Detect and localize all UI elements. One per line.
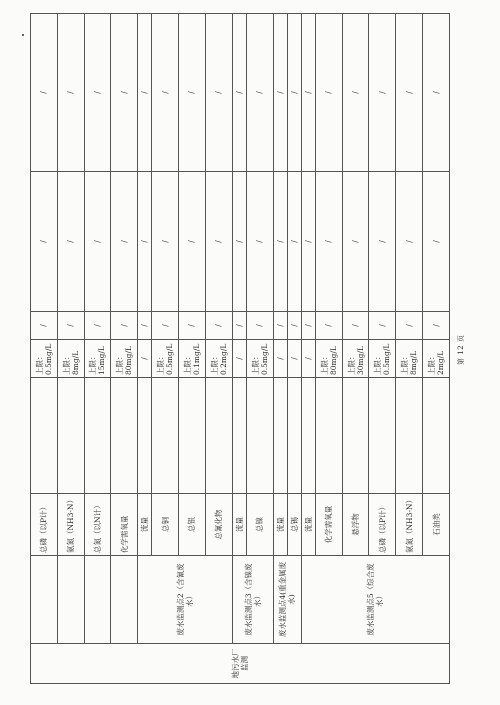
value-cell: [232, 14, 246, 172]
point-cell: [301, 556, 449, 644]
value-label: /: [303, 240, 313, 243]
value-cell: [369, 172, 396, 312]
limit-cell: [138, 340, 152, 378]
value-label: /: [39, 324, 49, 327]
value-label: /: [255, 91, 265, 94]
item-label: 总锡: [289, 517, 299, 532]
blank-cell: [57, 378, 84, 494]
value-label: /: [275, 240, 285, 243]
value-label: /: [255, 240, 265, 243]
item-label: 氨氮（NH3-N）: [404, 496, 414, 553]
item-cell: [57, 494, 84, 556]
item-label: 总铜: [160, 517, 170, 532]
value-label: /: [39, 91, 49, 94]
limit-label: 上限：80mg/L: [319, 346, 338, 375]
value-label: /: [140, 324, 150, 327]
blank-cell: [111, 378, 138, 494]
value-cell: [84, 312, 111, 340]
item-cell: [138, 494, 152, 556]
blank-cell: [273, 378, 287, 494]
value-label: /: [275, 324, 285, 327]
limit-label: 上限：0.5mg/L: [250, 343, 269, 375]
value-label: /: [351, 91, 361, 94]
blank-cell: [342, 378, 369, 494]
limit-label: /: [289, 357, 299, 360]
item-label: 总镍: [255, 517, 265, 532]
value-label: /: [92, 240, 102, 243]
limit-label: 上限：2mg/L: [427, 350, 446, 375]
value-cell: [273, 172, 287, 312]
limit-cell: [57, 340, 84, 378]
value-label: /: [187, 240, 197, 243]
item-label: 总银: [187, 517, 197, 532]
value-cell: [31, 14, 58, 172]
item-label: 氨氮（NH3-N）: [66, 496, 76, 553]
point-cell: [84, 556, 111, 644]
value-cell: [423, 312, 450, 340]
item-label: 流量: [234, 517, 244, 532]
value-cell: [179, 14, 206, 172]
item-cell: [31, 494, 58, 556]
item-cell: [111, 494, 138, 556]
value-label: /: [289, 324, 299, 327]
value-label: /: [377, 324, 387, 327]
value-cell: [31, 312, 58, 340]
value-label: /: [275, 91, 285, 94]
value-cell: [301, 172, 315, 312]
category-cell: [31, 644, 450, 684]
value-label: /: [351, 324, 361, 327]
monitoring-point-label: 废水监测点3（含镍废水）: [243, 563, 262, 636]
value-label: /: [234, 91, 244, 94]
limit-label: 上限：8mg/L: [61, 350, 80, 375]
value-label: /: [234, 324, 244, 327]
value-cell: [423, 172, 450, 312]
value-cell: [205, 312, 232, 340]
limit-cell: [111, 340, 138, 378]
item-cell: [205, 494, 232, 556]
value-cell: [205, 14, 232, 172]
value-cell: [152, 172, 179, 312]
item-label: 化学需氧量: [324, 505, 334, 544]
value-label: /: [214, 324, 224, 327]
point-cell: [273, 556, 301, 644]
value-label: /: [324, 91, 334, 94]
point-cell: [232, 556, 273, 644]
value-cell: [369, 312, 396, 340]
item-cell: [287, 494, 301, 556]
value-label: /: [234, 240, 244, 243]
item-label: 流量: [275, 517, 285, 532]
value-label: /: [377, 240, 387, 243]
blank-cell: [246, 378, 273, 494]
blank-cell: [369, 378, 396, 494]
value-cell: [342, 14, 369, 172]
limit-cell: [315, 340, 342, 378]
item-cell: [396, 494, 423, 556]
monitoring-point-label: 废水监测点2（含氰废水）: [175, 563, 194, 636]
limit-label: 上限：80mg/L: [115, 346, 134, 375]
blank-cell: [315, 378, 342, 494]
value-label: /: [255, 324, 265, 327]
item-label: 总磷（以P计）: [377, 502, 387, 553]
blank-cell: [396, 378, 423, 494]
value-cell: [31, 172, 58, 312]
point-cell: [31, 556, 58, 644]
blank-cell: [232, 378, 246, 494]
item-label: 悬浮物: [351, 513, 361, 536]
value-cell: [301, 14, 315, 172]
value-cell: [179, 312, 206, 340]
item-cell: [315, 494, 342, 556]
limit-label: 上限：8mg/L: [400, 350, 419, 375]
limit-label: 上限：0.1mg/L: [182, 343, 201, 375]
value-label: /: [160, 324, 170, 327]
limit-cell: [232, 340, 246, 378]
item-cell: [179, 494, 206, 556]
value-cell: [287, 312, 301, 340]
limit-cell: [31, 340, 58, 378]
value-label: /: [160, 240, 170, 243]
value-label: /: [303, 324, 313, 327]
value-cell: [57, 312, 84, 340]
blank-cell: [31, 378, 58, 494]
value-label: /: [66, 91, 76, 94]
value-cell: [111, 172, 138, 312]
value-cell: [232, 172, 246, 312]
blank-cell: [179, 378, 206, 494]
value-label: /: [214, 91, 224, 94]
item-cell: [232, 494, 246, 556]
limit-label: /: [275, 357, 285, 360]
limit-cell: [246, 340, 273, 378]
value-label: /: [92, 324, 102, 327]
value-cell: [152, 312, 179, 340]
value-cell: [57, 172, 84, 312]
value-cell: [342, 172, 369, 312]
value-cell: [246, 312, 273, 340]
page-number: 第 12 页: [457, 334, 465, 365]
value-label: /: [214, 240, 224, 243]
value-cell: [287, 172, 301, 312]
value-label: /: [39, 240, 49, 243]
item-cell: [369, 494, 396, 556]
value-label: /: [119, 91, 129, 94]
value-cell: [179, 172, 206, 312]
limit-cell: [205, 340, 232, 378]
value-label: /: [119, 324, 129, 327]
scan-speck: [22, 34, 24, 36]
value-label: /: [187, 91, 197, 94]
value-label: /: [187, 324, 197, 327]
blank-cell: [84, 378, 111, 494]
value-cell: [111, 14, 138, 172]
item-label: 流量: [140, 517, 150, 532]
limit-label: 上限：15mg/L: [88, 346, 107, 375]
limit-cell: [179, 340, 206, 378]
limit-label: /: [140, 357, 150, 360]
monitoring-point-label: 废水监测点5（综合废水）: [366, 563, 385, 636]
monitoring-table: [30, 13, 450, 684]
limit-cell: [84, 340, 111, 378]
item-label: 总氰化物: [214, 509, 224, 540]
value-cell: [315, 172, 342, 312]
limit-cell: [273, 340, 287, 378]
value-cell: [315, 312, 342, 340]
limit-cell: [423, 340, 450, 378]
value-label: /: [66, 240, 76, 243]
value-label: /: [431, 240, 441, 243]
item-label: 石油类: [431, 513, 441, 536]
item-cell: [273, 494, 287, 556]
value-cell: [57, 14, 84, 172]
limit-cell: [342, 340, 369, 378]
limit-label: 上限：0.5mg/L: [34, 343, 53, 375]
item-label: 总氮（以N计）: [92, 501, 102, 553]
item-label: 化学需氧量: [119, 515, 129, 553]
value-label: /: [404, 91, 414, 94]
blank-cell: [287, 378, 301, 494]
value-cell: [287, 14, 301, 172]
value-label: /: [140, 240, 150, 243]
value-cell: [246, 172, 273, 312]
blank-cell: [423, 378, 450, 494]
value-cell: [205, 172, 232, 312]
limit-label: /: [303, 357, 313, 360]
value-cell: [111, 312, 138, 340]
item-cell: [246, 494, 273, 556]
value-cell: [396, 14, 423, 172]
value-cell: [315, 14, 342, 172]
limit-cell: [396, 340, 423, 378]
value-label: /: [119, 240, 129, 243]
item-label: 总磷（以P计）: [39, 502, 49, 553]
value-cell: [232, 312, 246, 340]
item-cell: [152, 494, 179, 556]
blank-cell: [152, 378, 179, 494]
value-label: /: [404, 240, 414, 243]
limit-cell: [287, 340, 301, 378]
value-cell: [138, 172, 152, 312]
value-cell: [84, 14, 111, 172]
limit-label: /: [234, 357, 244, 360]
limit-label: 上限：0.2mg/L: [209, 343, 228, 375]
limit-cell: [301, 340, 315, 378]
value-cell: [152, 14, 179, 172]
blank-cell: [301, 378, 315, 494]
value-cell: [396, 312, 423, 340]
value-label: /: [431, 91, 441, 94]
limit-label: 上限：0.5mg/L: [373, 343, 392, 375]
blank-cell: [138, 378, 152, 494]
value-label: /: [404, 324, 414, 327]
item-label: 流量: [303, 517, 313, 532]
value-label: /: [351, 240, 361, 243]
item-cell: [342, 494, 369, 556]
value-label: /: [92, 91, 102, 94]
point-cell: [57, 556, 84, 644]
value-cell: [342, 312, 369, 340]
value-cell: [273, 312, 287, 340]
value-label: /: [140, 91, 150, 94]
value-cell: [246, 14, 273, 172]
blank-cell: [205, 378, 232, 494]
value-cell: [84, 172, 111, 312]
value-cell: [138, 312, 152, 340]
value-cell: [396, 172, 423, 312]
value-cell: [138, 14, 152, 172]
item-cell: [84, 494, 111, 556]
category-label: 地污水厂监测: [231, 648, 249, 679]
value-cell: [369, 14, 396, 172]
item-cell: [301, 494, 315, 556]
value-label: /: [66, 324, 76, 327]
value-label: /: [289, 240, 299, 243]
value-cell: [273, 14, 287, 172]
value-label: /: [324, 324, 334, 327]
point-cell: [111, 556, 138, 644]
value-label: /: [303, 91, 313, 94]
monitoring-point-label: 废水监测点4(重金属废水): [278, 561, 297, 638]
value-cell: [301, 312, 315, 340]
value-label: /: [377, 91, 387, 94]
value-label: /: [160, 91, 170, 94]
item-cell: [423, 494, 450, 556]
value-label: /: [289, 91, 299, 94]
limit-label: 上限：30mg/L: [346, 346, 365, 375]
value-label: /: [431, 324, 441, 327]
limit-cell: [369, 340, 396, 378]
limit-label: 上限：0.5mg/L: [156, 343, 175, 375]
point-cell: [138, 556, 232, 644]
limit-cell: [152, 340, 179, 378]
value-label: /: [324, 240, 334, 243]
value-cell: [423, 14, 450, 172]
